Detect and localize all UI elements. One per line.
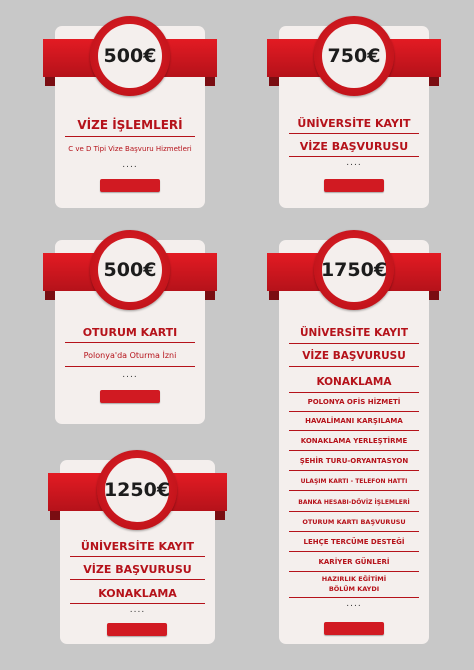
service-title: VİZE İŞLEMLERİ bbox=[77, 118, 183, 132]
service-title: KONAKLAMA bbox=[316, 376, 392, 388]
package-card-full bbox=[279, 240, 429, 644]
package-card-residence bbox=[55, 240, 205, 424]
ribbon-fold bbox=[429, 76, 439, 86]
price-medal bbox=[97, 450, 177, 530]
service-item: HAZIRLIK EĞİTİMİ bbox=[321, 575, 387, 583]
ribbon-fold bbox=[205, 76, 215, 86]
service-title: OTURUM KARTI bbox=[82, 326, 178, 339]
price-medal bbox=[314, 16, 394, 96]
service-item: ULAŞIM KARTI - TELEFON HATTI bbox=[300, 478, 408, 485]
ellipsis: .... bbox=[129, 605, 146, 615]
price-label: 1250€ bbox=[103, 479, 171, 501]
price-label: 500€ bbox=[103, 45, 157, 67]
ribbon-fold bbox=[269, 290, 279, 300]
service-title: VİZE BAŞVURUSU bbox=[302, 350, 406, 362]
service-item: LEHÇE TERCÜME DESTEĞİ bbox=[303, 538, 405, 546]
service-title: ÜNİVERSİTE KAYIT bbox=[300, 327, 408, 339]
ellipsis: .... bbox=[122, 370, 138, 380]
service-title: ÜNİVERSİTE KAYIT bbox=[297, 117, 411, 130]
ribbon-fold bbox=[205, 290, 215, 300]
divider bbox=[65, 342, 195, 343]
ellipsis: .... bbox=[122, 160, 138, 170]
ribbon-fold bbox=[50, 510, 60, 520]
divider bbox=[289, 366, 419, 367]
price-label: 1750€ bbox=[320, 259, 388, 281]
ellipsis: .... bbox=[346, 599, 362, 609]
price-medal bbox=[314, 230, 394, 310]
divider bbox=[289, 156, 419, 157]
divider bbox=[289, 343, 419, 344]
select-button[interactable] bbox=[100, 179, 160, 192]
service-item: ŞEHİR TURU-ORYANTASYON bbox=[299, 457, 409, 465]
divider bbox=[289, 430, 419, 431]
ribbon-fold bbox=[269, 76, 279, 86]
ribbon-fold bbox=[45, 290, 55, 300]
divider bbox=[289, 511, 419, 512]
ribbon-fold bbox=[429, 290, 439, 300]
divider bbox=[70, 556, 205, 557]
ribbon-fold bbox=[45, 76, 55, 86]
divider bbox=[289, 551, 419, 552]
service-item: KONAKLAMA YERLEŞTİRME bbox=[300, 437, 408, 445]
divider bbox=[289, 133, 419, 134]
ellipsis: .... bbox=[346, 158, 362, 168]
divider bbox=[289, 470, 419, 471]
service-title: VİZE BAŞVURUSU bbox=[83, 563, 192, 576]
price-medal bbox=[90, 16, 170, 96]
service-item: POLONYA OFİS HİZMETİ bbox=[307, 398, 401, 406]
divider bbox=[289, 392, 419, 393]
divider bbox=[289, 571, 419, 572]
ribbon-fold bbox=[215, 510, 225, 520]
service-item: OTURUM KARTI BAŞVURUSU bbox=[302, 518, 406, 526]
select-button[interactable] bbox=[100, 390, 160, 403]
divider bbox=[289, 597, 419, 598]
service-title: KONAKLAMA bbox=[98, 587, 177, 600]
package-card-university bbox=[279, 26, 429, 208]
divider bbox=[289, 531, 419, 532]
service-item: HAVALİMANI KARŞILAMA bbox=[305, 417, 403, 425]
service-item: BÖLÜM KAYDI bbox=[328, 585, 380, 593]
divider bbox=[65, 366, 195, 367]
select-button[interactable] bbox=[107, 623, 167, 636]
divider bbox=[289, 411, 419, 412]
price-label: 500€ bbox=[103, 259, 157, 281]
price-medal bbox=[90, 230, 170, 310]
package-card-combo bbox=[60, 460, 215, 644]
service-subtitle: C ve D Tipi Vize Başvuru Hizmetleri bbox=[68, 145, 192, 153]
package-card-visa bbox=[55, 26, 205, 208]
service-title: VİZE BAŞVURUSU bbox=[299, 140, 409, 153]
divider bbox=[70, 603, 205, 604]
divider bbox=[65, 136, 195, 137]
divider bbox=[289, 490, 419, 491]
price-label: 750€ bbox=[327, 45, 381, 67]
service-item: KARİYER GÜNLERİ bbox=[318, 558, 390, 566]
select-button[interactable] bbox=[324, 179, 384, 192]
divider bbox=[289, 450, 419, 451]
service-title: ÜNİVERSİTE KAYIT bbox=[80, 540, 195, 553]
divider bbox=[70, 579, 205, 580]
service-item: BANKA HESABI-DÖVİZ İŞLEMLERİ bbox=[298, 499, 410, 506]
select-button[interactable] bbox=[324, 622, 384, 635]
service-subtitle: Polonya'da Oturma İzni bbox=[83, 351, 177, 360]
